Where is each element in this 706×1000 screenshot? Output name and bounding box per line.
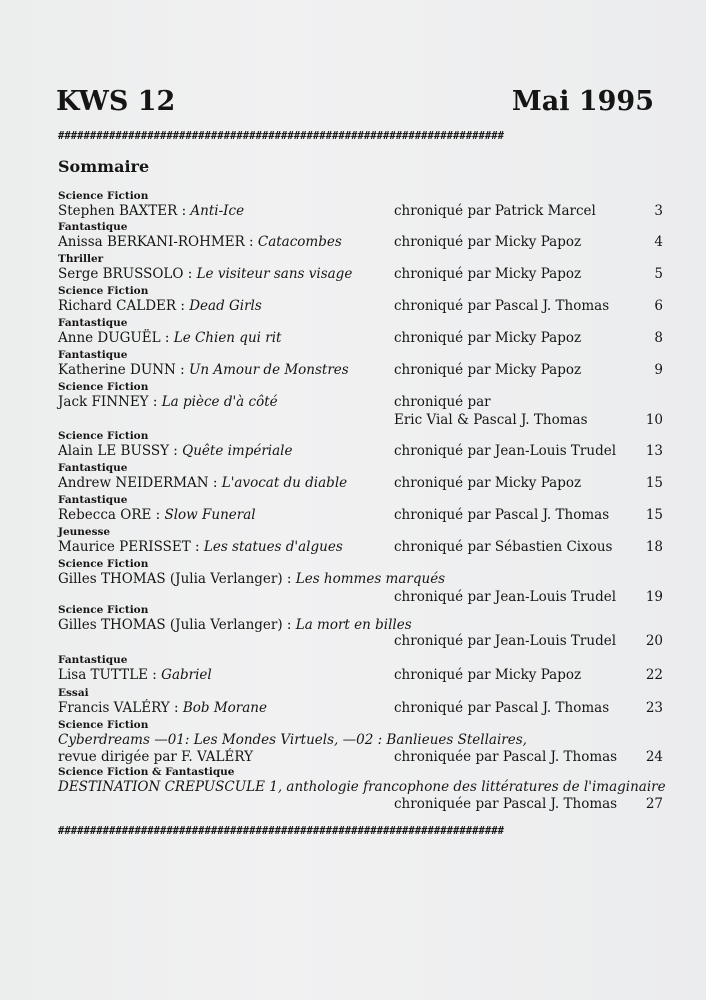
reviewer: chroniqué par Sébastien Cixous — [394, 539, 613, 555]
book-title: DESTINATION CREPUSCULE 1, anthologie francophone des littératures de l'imaginaire — [58, 779, 666, 795]
reviewer: chroniqué par Jean-Louis Trudel — [394, 633, 617, 649]
book-title: Gabriel — [161, 667, 212, 683]
book-line — [58, 330, 281, 347]
page-number: 5 — [654, 266, 663, 282]
page-number: 18 — [645, 539, 663, 555]
book-line — [58, 475, 347, 492]
book-title: La mort en billes — [295, 617, 412, 633]
book-line — [58, 298, 262, 315]
reviewer: chroniqué par Micky Papoz — [394, 330, 582, 346]
author: Jack FINNEY : — [58, 394, 162, 410]
author: Stephen BAXTER : — [58, 203, 191, 219]
book-line — [58, 443, 292, 460]
page-number: 15 — [645, 507, 663, 523]
book-title: Catacombes — [257, 234, 342, 250]
genre-label: Fantastique — [58, 349, 128, 361]
genre-label: Science Fiction — [58, 604, 149, 616]
author: Serge BRUSSOLO : — [58, 266, 197, 282]
genre-label: Science Fiction — [58, 381, 149, 393]
author: Gilles THOMAS (Julia Verlanger) : — [58, 571, 296, 587]
author: Lisa TUTTLE : — [58, 667, 162, 683]
book-line — [58, 700, 267, 717]
book-editor: revue dirigée par F. VALÉRY — [58, 749, 254, 765]
author: Maurice PERISSET : — [58, 539, 204, 555]
genre-label: Fantastique — [58, 654, 128, 666]
reviewer: chroniqué par Micky Papoz — [394, 234, 582, 250]
book-title: Les hommes marqués — [295, 571, 446, 587]
page-number: 6 — [654, 298, 663, 314]
reviewer: chroniqué par Jean-Louis Trudel — [394, 443, 617, 459]
page-number: 10 — [645, 412, 663, 428]
page-number: 13 — [645, 443, 663, 459]
author: Alain LE BUSSY : — [58, 443, 183, 459]
genre-label: Science Fiction & Fantastique — [58, 766, 235, 778]
book-title: Le Chien qui rit — [173, 330, 282, 346]
genre-label: Science Fiction — [58, 285, 149, 297]
issue-number: KWS 12 — [56, 86, 176, 117]
reviewer: chroniqué par Pascal J. Thomas — [394, 700, 610, 716]
reviewer-names: Eric Vial & Pascal J. Thomas — [394, 412, 588, 428]
book-title: Le visiteur sans visage — [196, 266, 353, 282]
page-number: 19 — [645, 589, 663, 605]
genre-label: Science Fiction — [58, 190, 149, 202]
page-header — [56, 86, 654, 122]
book-line — [58, 203, 244, 220]
reviewer: chroniqué par Micky Papoz — [394, 667, 582, 683]
reviewer: chroniqué par Micky Papoz — [394, 266, 582, 282]
book-title: Slow Funeral — [164, 507, 256, 523]
author: Anissa BERKANI-ROHMER : — [58, 234, 258, 250]
book-title: Un Amour de Monstres — [188, 362, 349, 378]
separator-top: ###################################################################### — [58, 130, 505, 142]
genre-label: Fantastique — [58, 317, 128, 329]
book-line — [58, 234, 342, 251]
book-line — [58, 362, 349, 379]
section-title: Sommaire — [58, 157, 150, 176]
page-number: 15 — [645, 475, 663, 491]
reviewer: chroniqué par Micky Papoz — [394, 362, 582, 378]
reviewer: chroniquée par Pascal J. Thomas — [394, 796, 618, 812]
issue-date: Mai 1995 — [511, 86, 654, 117]
author: Anne DUGUËL : — [58, 330, 174, 346]
book-line — [58, 571, 445, 588]
book-title: Quête impériale — [182, 443, 293, 459]
reviewer: chroniqué par Micky Papoz — [394, 475, 582, 491]
book-line — [58, 394, 278, 411]
genre-label: Fantastique — [58, 494, 128, 506]
author: Gilles THOMAS (Julia Verlanger) : — [58, 617, 296, 633]
author: Francis VALÉRY : — [58, 700, 183, 716]
author: Andrew NEIDERMAN : — [58, 475, 222, 491]
page-number: 23 — [645, 700, 663, 716]
book-line — [58, 667, 212, 684]
genre-label: Fantastique — [58, 221, 128, 233]
book-title: Les statues d'algues — [203, 539, 343, 555]
genre-label: Essai — [58, 687, 89, 699]
book-title: Cyberdreams —01: Les Mondes Virtuels, —02 : Banlieues Stellaires, — [58, 732, 527, 748]
genre-label: Science Fiction — [58, 719, 149, 731]
separator-bottom: ###################################################################### — [58, 825, 505, 837]
reviewer: chroniqué par Patrick Marcel — [394, 203, 596, 219]
page-number: 8 — [654, 330, 663, 346]
reviewer: chroniqué par Pascal J. Thomas — [394, 507, 610, 523]
page-number: 9 — [654, 362, 663, 378]
author: Rebecca ORE : — [58, 507, 165, 523]
reviewer: chroniqué par — [394, 394, 491, 410]
genre-label: Science Fiction — [58, 558, 149, 570]
page-number: 22 — [645, 667, 663, 683]
page-number: 24 — [645, 749, 663, 765]
book-title: Anti-Ice — [190, 203, 245, 219]
reviewer: chroniqué par Pascal J. Thomas — [394, 298, 610, 314]
reviewer: chroniqué par Jean-Louis Trudel — [394, 589, 617, 605]
genre-label: Thriller — [58, 253, 104, 265]
book-line — [58, 507, 256, 524]
page-number: 3 — [654, 203, 663, 219]
book-line — [58, 617, 412, 634]
author: Richard CALDER : — [58, 298, 190, 314]
genre-label: Jeunesse — [58, 526, 111, 538]
page-number: 4 — [654, 234, 663, 250]
book-title: L'avocat du diable — [221, 475, 348, 491]
book-title: La pièce d'à côté — [161, 394, 278, 410]
genre-label: Fantastique — [58, 462, 128, 474]
genre-label: Science Fiction — [58, 430, 149, 442]
book-line — [58, 539, 343, 556]
book-line — [58, 266, 352, 283]
book-title: Dead Girls — [189, 298, 262, 314]
page-number: 27 — [645, 796, 663, 812]
reviewer: chroniquée par Pascal J. Thomas — [394, 749, 618, 765]
page-number: 20 — [645, 633, 663, 649]
author: Katherine DUNN : — [58, 362, 189, 378]
book-title: Bob Morane — [182, 700, 267, 716]
